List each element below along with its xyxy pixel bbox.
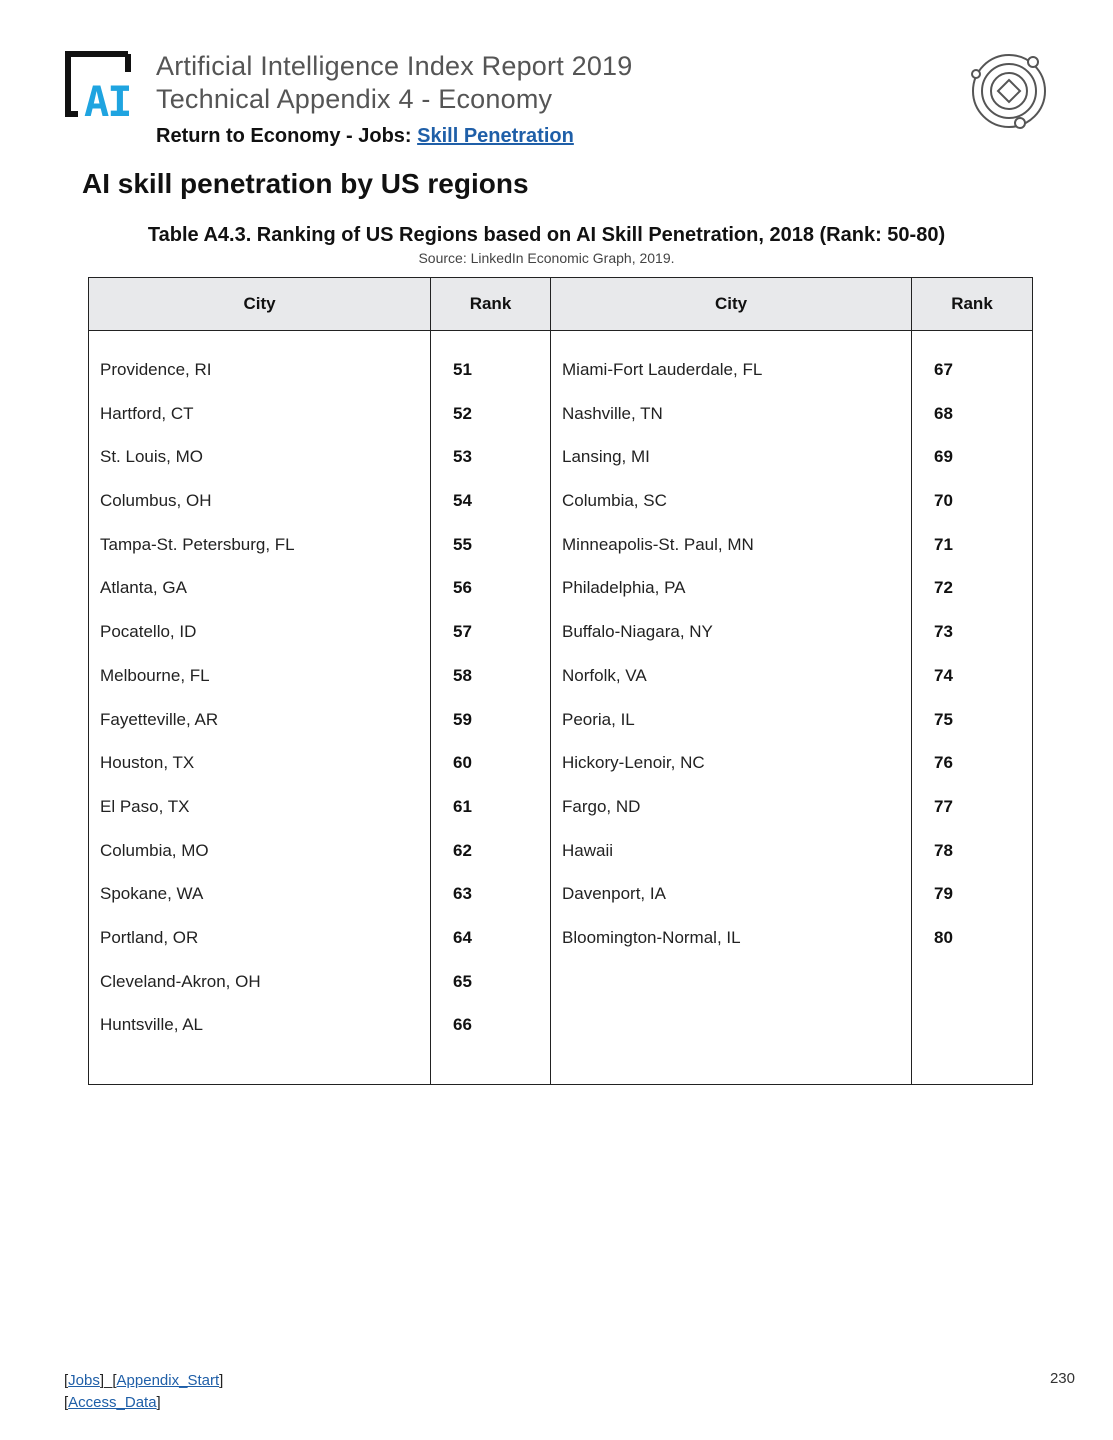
rank-value: 59 bbox=[453, 709, 472, 729]
skill-penetration-link[interactable]: Skill Penetration bbox=[417, 125, 574, 147]
rank-value: 80 bbox=[934, 927, 953, 947]
city-name: Nashville, TN bbox=[562, 403, 663, 423]
city-name: Philadelphia, PA bbox=[562, 578, 686, 598]
rank-value: 74 bbox=[934, 665, 953, 685]
rank-value: 60 bbox=[453, 753, 472, 773]
city-name: Lansing, MI bbox=[562, 447, 650, 467]
rank-value: 71 bbox=[934, 534, 953, 554]
footer-links bbox=[64, 1370, 223, 1414]
city-name: St. Louis, MO bbox=[100, 447, 203, 467]
rank-value: 73 bbox=[934, 622, 953, 642]
emblem-icon bbox=[968, 50, 1050, 132]
rank-value: 77 bbox=[934, 796, 953, 816]
rank-value: 55 bbox=[453, 534, 472, 554]
rank-value: 64 bbox=[453, 927, 472, 947]
rank-value: 68 bbox=[934, 403, 953, 423]
rank-value: 65 bbox=[453, 971, 472, 991]
city-name: Hawaii bbox=[562, 840, 614, 860]
table-title: Table A4.3. Ranking of US Regions based on AI Skill Penetration, 2018 (Rank: 50-80) bbox=[147, 224, 946, 246]
logo-text: AI bbox=[84, 77, 131, 120]
rank-value: 69 bbox=[934, 447, 953, 467]
left-rank-cell bbox=[431, 331, 551, 1085]
return-breadcrumb bbox=[156, 125, 574, 148]
city-name: Miami-Fort Lauderdale, FL bbox=[562, 360, 763, 379]
city-name: Melbourne, FL bbox=[100, 665, 210, 685]
rank-value: 57 bbox=[453, 622, 472, 642]
bracket-open: [ bbox=[64, 1372, 69, 1389]
city-name: Bloomington-Normal, IL bbox=[562, 927, 741, 947]
header-rank-right: Rank bbox=[912, 278, 1033, 331]
rank-value: 66 bbox=[453, 1015, 472, 1035]
rank-value: 78 bbox=[934, 840, 953, 860]
rank-value: 54 bbox=[453, 491, 472, 511]
city-name: Cleveland-Akron, OH bbox=[100, 971, 261, 991]
city-name: Tampa-St. Petersburg, FL bbox=[100, 534, 295, 554]
report-title bbox=[156, 50, 632, 116]
city-name: Columbus, OH bbox=[100, 491, 212, 511]
city-name: Hickory-Lenoir, NC bbox=[562, 753, 705, 773]
rank-value: 79 bbox=[934, 884, 953, 904]
access-data-link[interactable]: Access_Data bbox=[68, 1394, 157, 1411]
ai-index-logo bbox=[64, 50, 142, 120]
report-title-line1: Artificial Intelligence Index Report 2019 bbox=[156, 51, 633, 81]
rank-value: 52 bbox=[453, 403, 472, 423]
rank-value: 75 bbox=[934, 709, 953, 729]
city-name: Fayetteville, AR bbox=[100, 709, 219, 729]
left-rank-list bbox=[431, 355, 550, 1054]
page-number: 230 bbox=[1049, 1370, 1075, 1387]
table-header-row bbox=[89, 278, 1033, 331]
rank-value: 58 bbox=[453, 665, 472, 685]
report-title-line2: Technical Appendix 4 - Economy bbox=[156, 84, 553, 114]
right-city-list bbox=[551, 355, 911, 967]
rank-value: 63 bbox=[453, 884, 472, 904]
city-name: Atlanta, GA bbox=[100, 578, 187, 598]
city-name: Hartford, CT bbox=[100, 403, 194, 423]
city-name: Buffalo-Niagara, NY bbox=[562, 622, 713, 642]
bracket-close: ] bbox=[219, 1372, 224, 1389]
header-rank-left: Rank bbox=[431, 278, 551, 331]
city-name: Columbia, MO bbox=[100, 840, 209, 860]
city-name: Peoria, IL bbox=[562, 709, 635, 729]
appendix-start-link[interactable]: Appendix_Start bbox=[116, 1372, 220, 1389]
city-name: Huntsville, AL bbox=[100, 1015, 203, 1035]
bracket-open: [ bbox=[64, 1394, 69, 1411]
city-name: Pocatello, ID bbox=[100, 622, 197, 642]
bracket-separator: ]_[ bbox=[99, 1372, 117, 1389]
city-name: Norfolk, VA bbox=[562, 665, 647, 685]
right-city-cell bbox=[551, 331, 912, 1085]
right-rank-cell bbox=[912, 331, 1033, 1085]
city-name: Fargo, ND bbox=[562, 796, 641, 816]
city-name: El Paso, TX bbox=[100, 796, 190, 816]
city-name: Portland, OR bbox=[100, 927, 199, 947]
city-name: Columbia, SC bbox=[562, 491, 667, 511]
rank-value: 70 bbox=[934, 491, 953, 511]
rank-value: 56 bbox=[453, 578, 472, 598]
header-city-left: City bbox=[89, 278, 431, 331]
city-name: Spokane, WA bbox=[100, 884, 204, 904]
city-name: Davenport, IA bbox=[562, 884, 666, 904]
bracket-close: ] bbox=[156, 1394, 161, 1411]
rank-value: 62 bbox=[453, 840, 472, 860]
section-heading: AI skill penetration by US regions bbox=[82, 168, 529, 199]
right-rank-list bbox=[912, 355, 1032, 967]
ranking-table bbox=[88, 277, 1033, 1085]
rank-value: 53 bbox=[453, 447, 472, 467]
jobs-link[interactable]: Jobs bbox=[68, 1372, 100, 1389]
city-name: Minneapolis-St. Paul, MN bbox=[562, 534, 754, 554]
rank-value: 67 bbox=[934, 360, 953, 379]
return-prefix: Return to Economy - Jobs: bbox=[156, 125, 418, 147]
table-source: Source: LinkedIn Economic Graph, 2019. bbox=[418, 250, 675, 266]
left-city-cell bbox=[89, 331, 431, 1085]
left-city-list bbox=[89, 355, 430, 1054]
table-body-row bbox=[89, 331, 1033, 1085]
rank-value: 51 bbox=[453, 360, 472, 379]
city-name: Houston, TX bbox=[100, 753, 195, 773]
rank-value: 76 bbox=[934, 753, 953, 773]
rank-value: 61 bbox=[453, 796, 472, 816]
rank-value: 72 bbox=[934, 578, 953, 598]
city-name: Providence, RI bbox=[100, 360, 212, 379]
header-city-right: City bbox=[551, 278, 912, 331]
